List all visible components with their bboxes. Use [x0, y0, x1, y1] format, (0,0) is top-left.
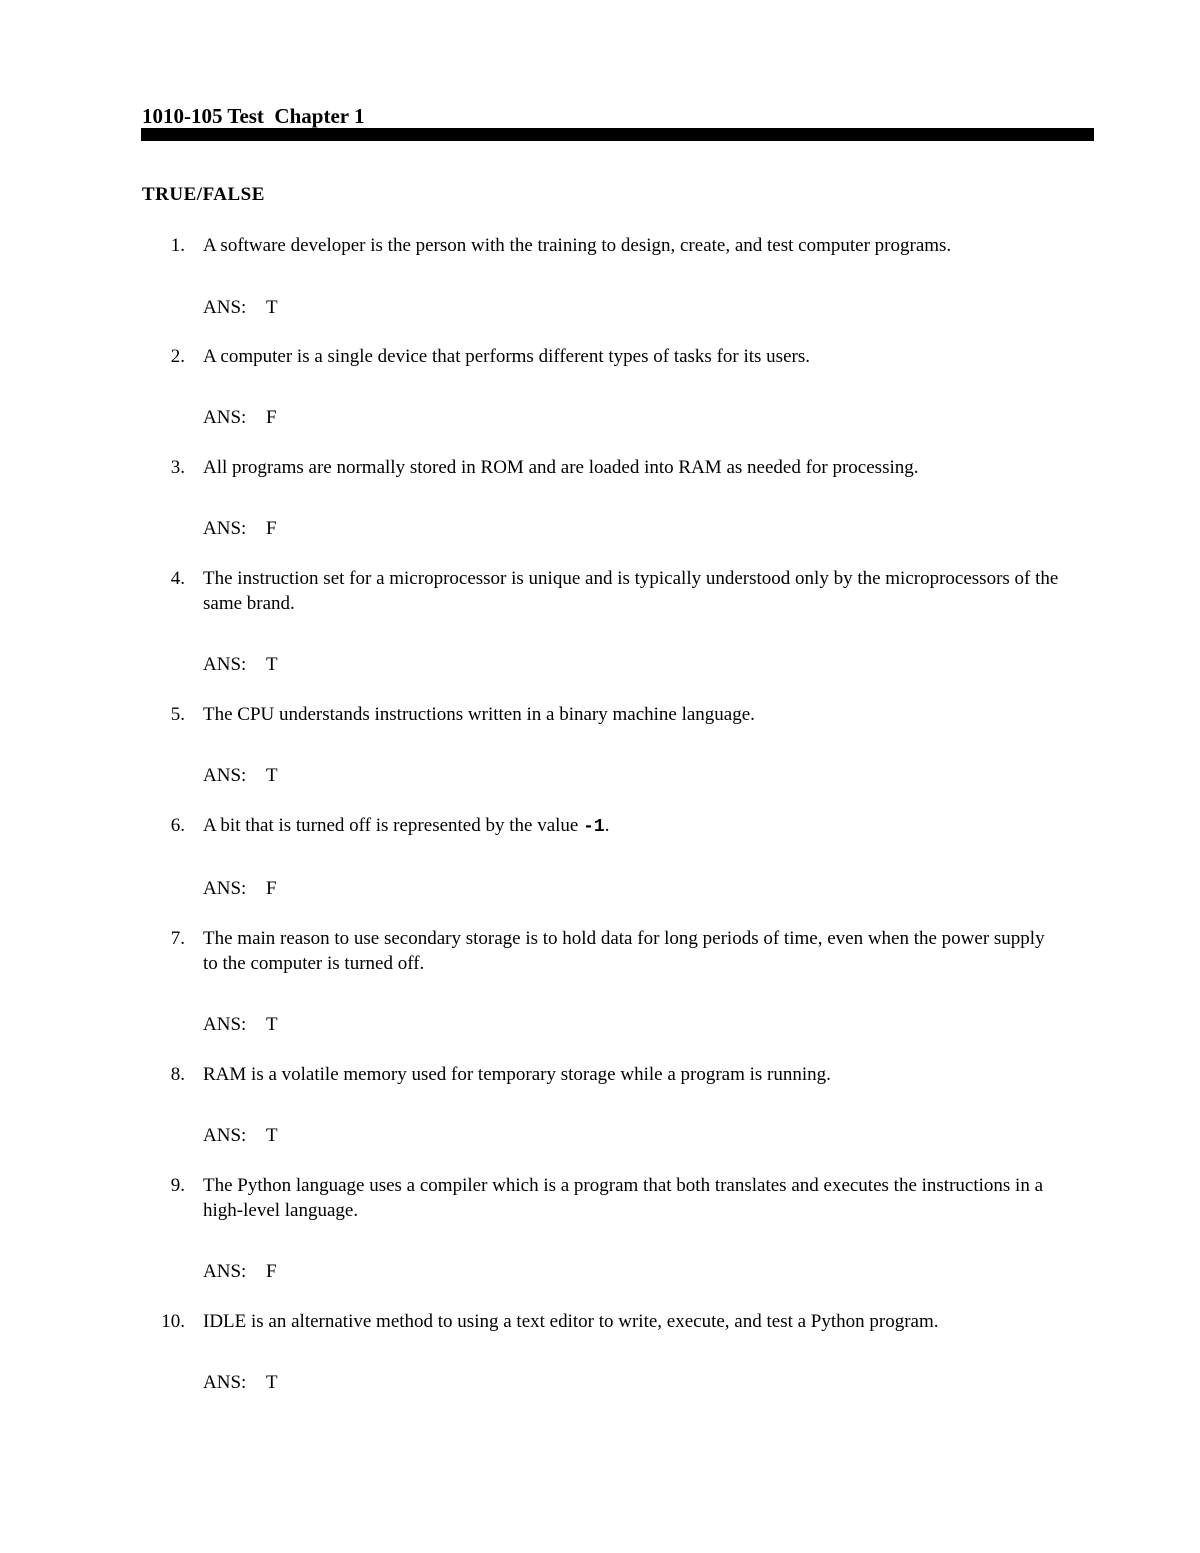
- answer-value: T: [266, 765, 278, 786]
- question-number: 6.: [170, 815, 185, 836]
- answer-value: T: [266, 1014, 278, 1035]
- question-text: A computer is a single device that performs different types of tasks for its users.: [203, 346, 810, 367]
- code-value: -1: [583, 817, 605, 837]
- answer-value: F: [266, 878, 277, 899]
- answer-label: ANS:: [203, 878, 247, 899]
- document-title: 1010-105 Test Chapter 1: [142, 104, 365, 128]
- answer-line: [203, 652, 278, 677]
- answer-line: [203, 295, 278, 320]
- question-number: 7.: [170, 928, 185, 949]
- answer-label: ANS:: [203, 1261, 247, 1282]
- answer-value: F: [266, 518, 277, 539]
- section-heading: TRUE/FALSE: [142, 184, 265, 205]
- question-text: [203, 813, 1063, 840]
- question-number: 4.: [170, 568, 185, 589]
- question-text: The main reason to use secondary storage is to hold data for long periods of time, even when the power supply to the computer is turned off.: [203, 928, 1045, 974]
- title-rule: [141, 128, 1094, 141]
- question-number: 3.: [170, 457, 185, 478]
- answer-line: [203, 876, 277, 901]
- answer-line: [203, 405, 277, 430]
- answer-label: ANS:: [203, 518, 247, 539]
- answer-label: ANS:: [203, 765, 247, 786]
- answer-value: T: [266, 1372, 278, 1393]
- question-text: The CPU understands instructions written in a binary machine language.: [203, 704, 755, 725]
- question-text: RAM is a volatile memory used for temporary storage while a program is running.: [203, 1064, 831, 1085]
- answer-value: T: [266, 297, 278, 318]
- question-number: 10.: [161, 1311, 185, 1332]
- answer-line: [203, 1370, 278, 1395]
- question-text-after: .: [604, 815, 610, 836]
- question-number: 5.: [170, 704, 185, 725]
- answer-value: F: [266, 1261, 277, 1282]
- answer-line: [203, 763, 278, 788]
- question-number: 9.: [170, 1175, 185, 1196]
- answer-value: T: [266, 654, 278, 675]
- question-text: IDLE is an alternative method to using a text editor to write, execute, and test a Python program.: [203, 1311, 939, 1332]
- answer-label: ANS:: [203, 297, 247, 318]
- question-text: The Python language uses a compiler which is a program that both translates and executes the instructions in a high-level language.: [203, 1175, 1043, 1221]
- answer-label: ANS:: [203, 1014, 247, 1035]
- answer-label: ANS:: [203, 654, 247, 675]
- question-text: A software developer is the person with the training to design, create, and test computer programs.: [203, 235, 952, 256]
- answer-line: [203, 1012, 278, 1037]
- question-number: 8.: [170, 1064, 185, 1085]
- answer-line: [203, 516, 277, 541]
- question-number: 1.: [170, 235, 185, 256]
- answer-label: ANS:: [203, 1125, 247, 1146]
- answer-label: ANS:: [203, 1372, 247, 1393]
- question-text-before: A bit that is turned off is represented by the value: [203, 815, 584, 836]
- answer-line: [203, 1259, 277, 1284]
- answer-line: [203, 1123, 278, 1148]
- question-text: The instruction set for a microprocessor is unique and is typically understood only by the microprocessors of the same brand.: [203, 568, 1059, 614]
- answer-value: T: [266, 1125, 278, 1146]
- answer-value: F: [266, 407, 277, 428]
- question-number: 2.: [170, 346, 185, 367]
- question-text: All programs are normally stored in ROM and are loaded into RAM as needed for processing.: [203, 457, 919, 478]
- answer-label: ANS:: [203, 407, 247, 428]
